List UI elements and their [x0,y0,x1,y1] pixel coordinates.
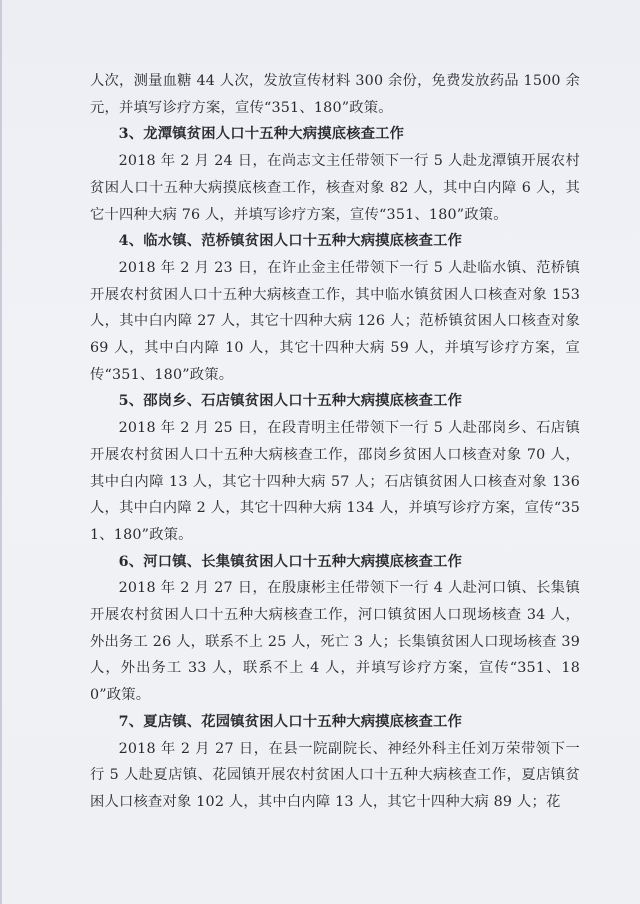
section-paragraph-6: 2018 年 2 月 27 日，在殷康彬主任带领下一行 4 人赴河口镇、长集镇开展农村贫困人口十五种大病核查工作，河口镇贫困人口现场核查 34 人，外出务工 26 人，联系不上 25 人，死亡 3 人；长集镇贫困人口现场核查 39 人，外出务工 33 人，联系不上 4 人，并填写诊疗方案，宣传“351、180”政策。 [90,580,580,704]
section-paragraph-7: 2018 年 2 月 27 日，在县一院副院长、神经外科主任刘万荣带领下一行 5 人赴夏店镇、花园镇开展农村贫困人口十五种大病核查工作，夏店镇贫困人口核查对象 102 人，其中白内障 13 人，其它十四种大病 89 人；花 [90,740,580,810]
section-paragraph-5: 2018 年 2 月 25 日，在段青明主任带领下一行 5 人赴邵岗乡、石店镇开展农村贫困人口十五种大病核查工作，邵岗乡贫困人口核查对象 70 人，其中白内障 13 人，其它十四种大病 57 人；石店镇贫困人口核查对象 136 人，其中白内障 2 人，其它十四种大病 134 人，并填写诊疗方案，宣传“351、180”政策。 [90,420,580,543]
section-heading-5: 5、邵岗乡、石店镇贫困人口十五种大病摸底核查工作 [118,393,463,410]
section-heading-7: 7、夏店镇、花园镇贫困人口十五种大病摸底核查工作 [118,713,463,730]
paragraph-continued: 人次，测量血糖 44 人次，发放宣传材料 300 余份，免费发放药品 1500 余元，并填写诊疗方案，宣传“351、180”政策。 [90,73,580,116]
section-paragraph-4: 2018 年 2 月 23 日，在许止金主任带领下一行 5 人赴临水镇、范桥镇开展农村贫困人口十五种大病核查工作，其中临水镇贫困人口核查对象 153 人，其中白内障 27 人，其它十四种大病 126 人；范桥镇贫困人口核查对象 69 人，其中白内障 10 人，其它十四种大病 59 人，并填写诊疗方案，宣传“351、180”政策。 [90,259,580,383]
section-heading-6: 6、河口镇、长集镇贫困人口十五种大病摸底核查工作 [118,553,463,570]
document-body [90,68,580,816]
section-heading-3: 3、龙潭镇贫困人口十五种大病摸底核查工作 [118,126,405,143]
section-paragraph-3: 2018 年 2 月 24 日，在尚志文主任带领下一行 5 人赴龙潭镇开展农村贫困人口十五种大病摸底核查工作，核查对象 82 人，其中白内障 6 人，其它十四种大病 76 人，并填写诊疗方案，宣传“351、180”政策。 [90,153,580,223]
section-heading-4: 4、临水镇、范桥镇贫困人口十五种大病摸底核查工作 [118,233,463,250]
